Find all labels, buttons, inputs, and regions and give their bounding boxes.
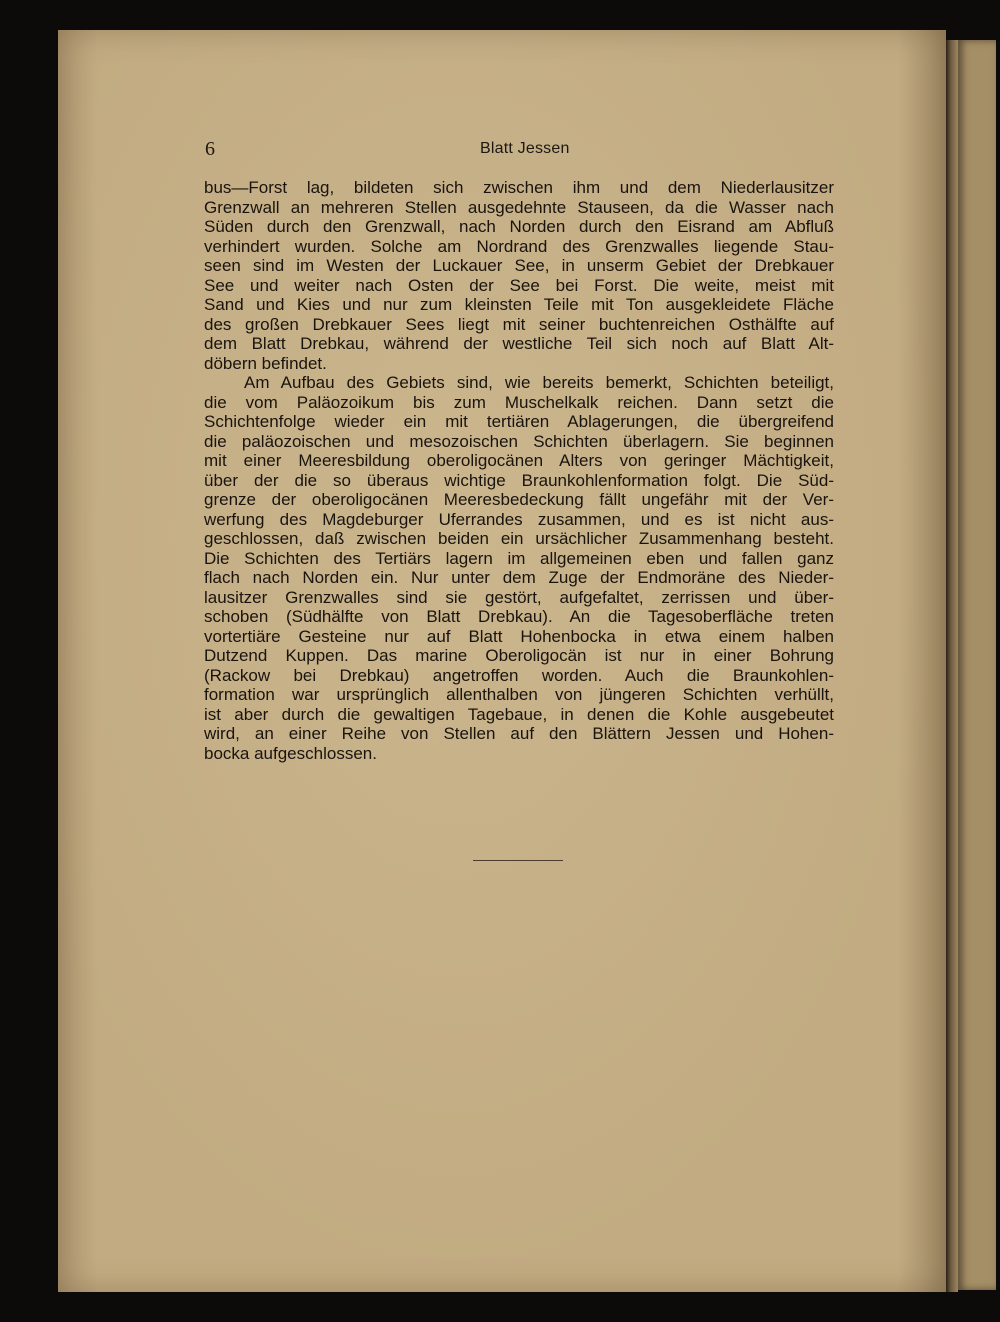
text-line: (Rackow bei Drebkau) angetroffen worden. Auch die Braunkohlen- (204, 665, 834, 685)
text-line: die vom Paläozoikum bis zum Muschelkalk reichen. Dann setzt die (204, 392, 834, 412)
text-line: dem Blatt Drebkau, während der westliche Teil sich noch auf Blatt Alt- (204, 334, 834, 353)
text-line: döbern befindet. (204, 353, 327, 373)
text-line: bus—Forst lag, bildeten sich zwischen ihm und dem Niederlausitzer (204, 178, 834, 197)
text-line: seen sind im Westen der Luckauer See, in unserm Gebiet der Drebkauer (204, 256, 834, 275)
text-line: See und weiter nach Osten der See bei Forst. Die weite, meist mit (204, 275, 834, 295)
text-line: vortertiäre Gesteine nur auf Blatt Hohenbocka in etwa einem halben (204, 626, 834, 646)
text-line: formation war ursprünglich allenthalben von jüngeren Schichten verhüllt, (204, 685, 834, 704)
page-number: 6 (205, 138, 215, 160)
adjacent-page-edge (958, 40, 996, 1290)
text-line: Süden durch den Grenzwall, nach Norden durch den Eisrand am Abfluß (204, 217, 834, 236)
text-line: geschlossen, daß zwischen beiden ein ursächlicher Zusammenhang besteht. (204, 529, 834, 548)
text-line: Schichtenfolge wieder ein mit tertiären Ablagerungen, die übergreifend (204, 412, 834, 431)
text-line: Am Aufbau des Gebiets sind, wie bereits bemerkt, Schichten beteiligt, (244, 373, 834, 392)
text-line: flach nach Norden ein. Nur unter dem Zuge der Endmoräne des Nieder- (204, 568, 834, 587)
running-title: Blatt Jessen (480, 140, 570, 157)
page-header (205, 138, 835, 164)
text-line: Sand und Kies und nur zum kleinsten Teile mit Ton ausgekleidete Fläche (204, 295, 834, 314)
text-line: ist aber durch die gewaltigen Tagebaue, in denen die Kohle ausgebeutet (204, 704, 834, 724)
text-line: werfung des Magdeburger Uferrandes zusammen, und es ist nicht aus- (204, 509, 834, 529)
text-line: grenze der oberoligocänen Meeresbedeckung fällt ungefähr mit der Ver- (204, 490, 834, 509)
text-line: schoben (Südhälfte von Blatt Drebkau). An die Tagesoberfläche treten (204, 607, 834, 626)
text-line: Dutzend Kuppen. Das marine Oberoligocän ist nur in einer Bohrung (204, 646, 834, 665)
text-line: wird, an einer Reihe von Stellen auf den Blättern Jessen und Hohen- (204, 724, 834, 743)
text-line: des großen Drebkauer Sees liegt mit seiner buchtenreichen Osthälfte auf (204, 314, 834, 334)
section-end-rule (473, 860, 563, 861)
body-text (204, 178, 834, 763)
text-line: bocka aufgeschlossen. (204, 743, 377, 763)
paragraph-2 (204, 373, 834, 763)
text-line: lausitzer Grenzwalles sind sie gestört, aufgefaltet, zerrissen und über- (204, 587, 834, 607)
text-line: die paläozoischen und mesozoischen Schichten überlagern. Sie beginnen (204, 431, 834, 451)
paragraph-1 (204, 178, 834, 373)
text-line: verhindert wurden. Solche am Nordrand des Grenzwalles liegende Stau- (204, 236, 834, 256)
text-line: Grenzwall an mehreren Stellen ausgedehnte Stauseen, da die Wasser nach (204, 197, 834, 217)
page-gutter (946, 40, 958, 1292)
text-line: Die Schichten des Tertiärs lagern im allgemeinen eben und fallen ganz (204, 548, 834, 568)
text-line: mit einer Meeresbildung oberoligocänen Alters von geringer Mächtigkeit, (204, 451, 834, 470)
text-line: über der die so überaus wichtige Braunkohlenformation folgt. Die Süd- (204, 470, 834, 490)
